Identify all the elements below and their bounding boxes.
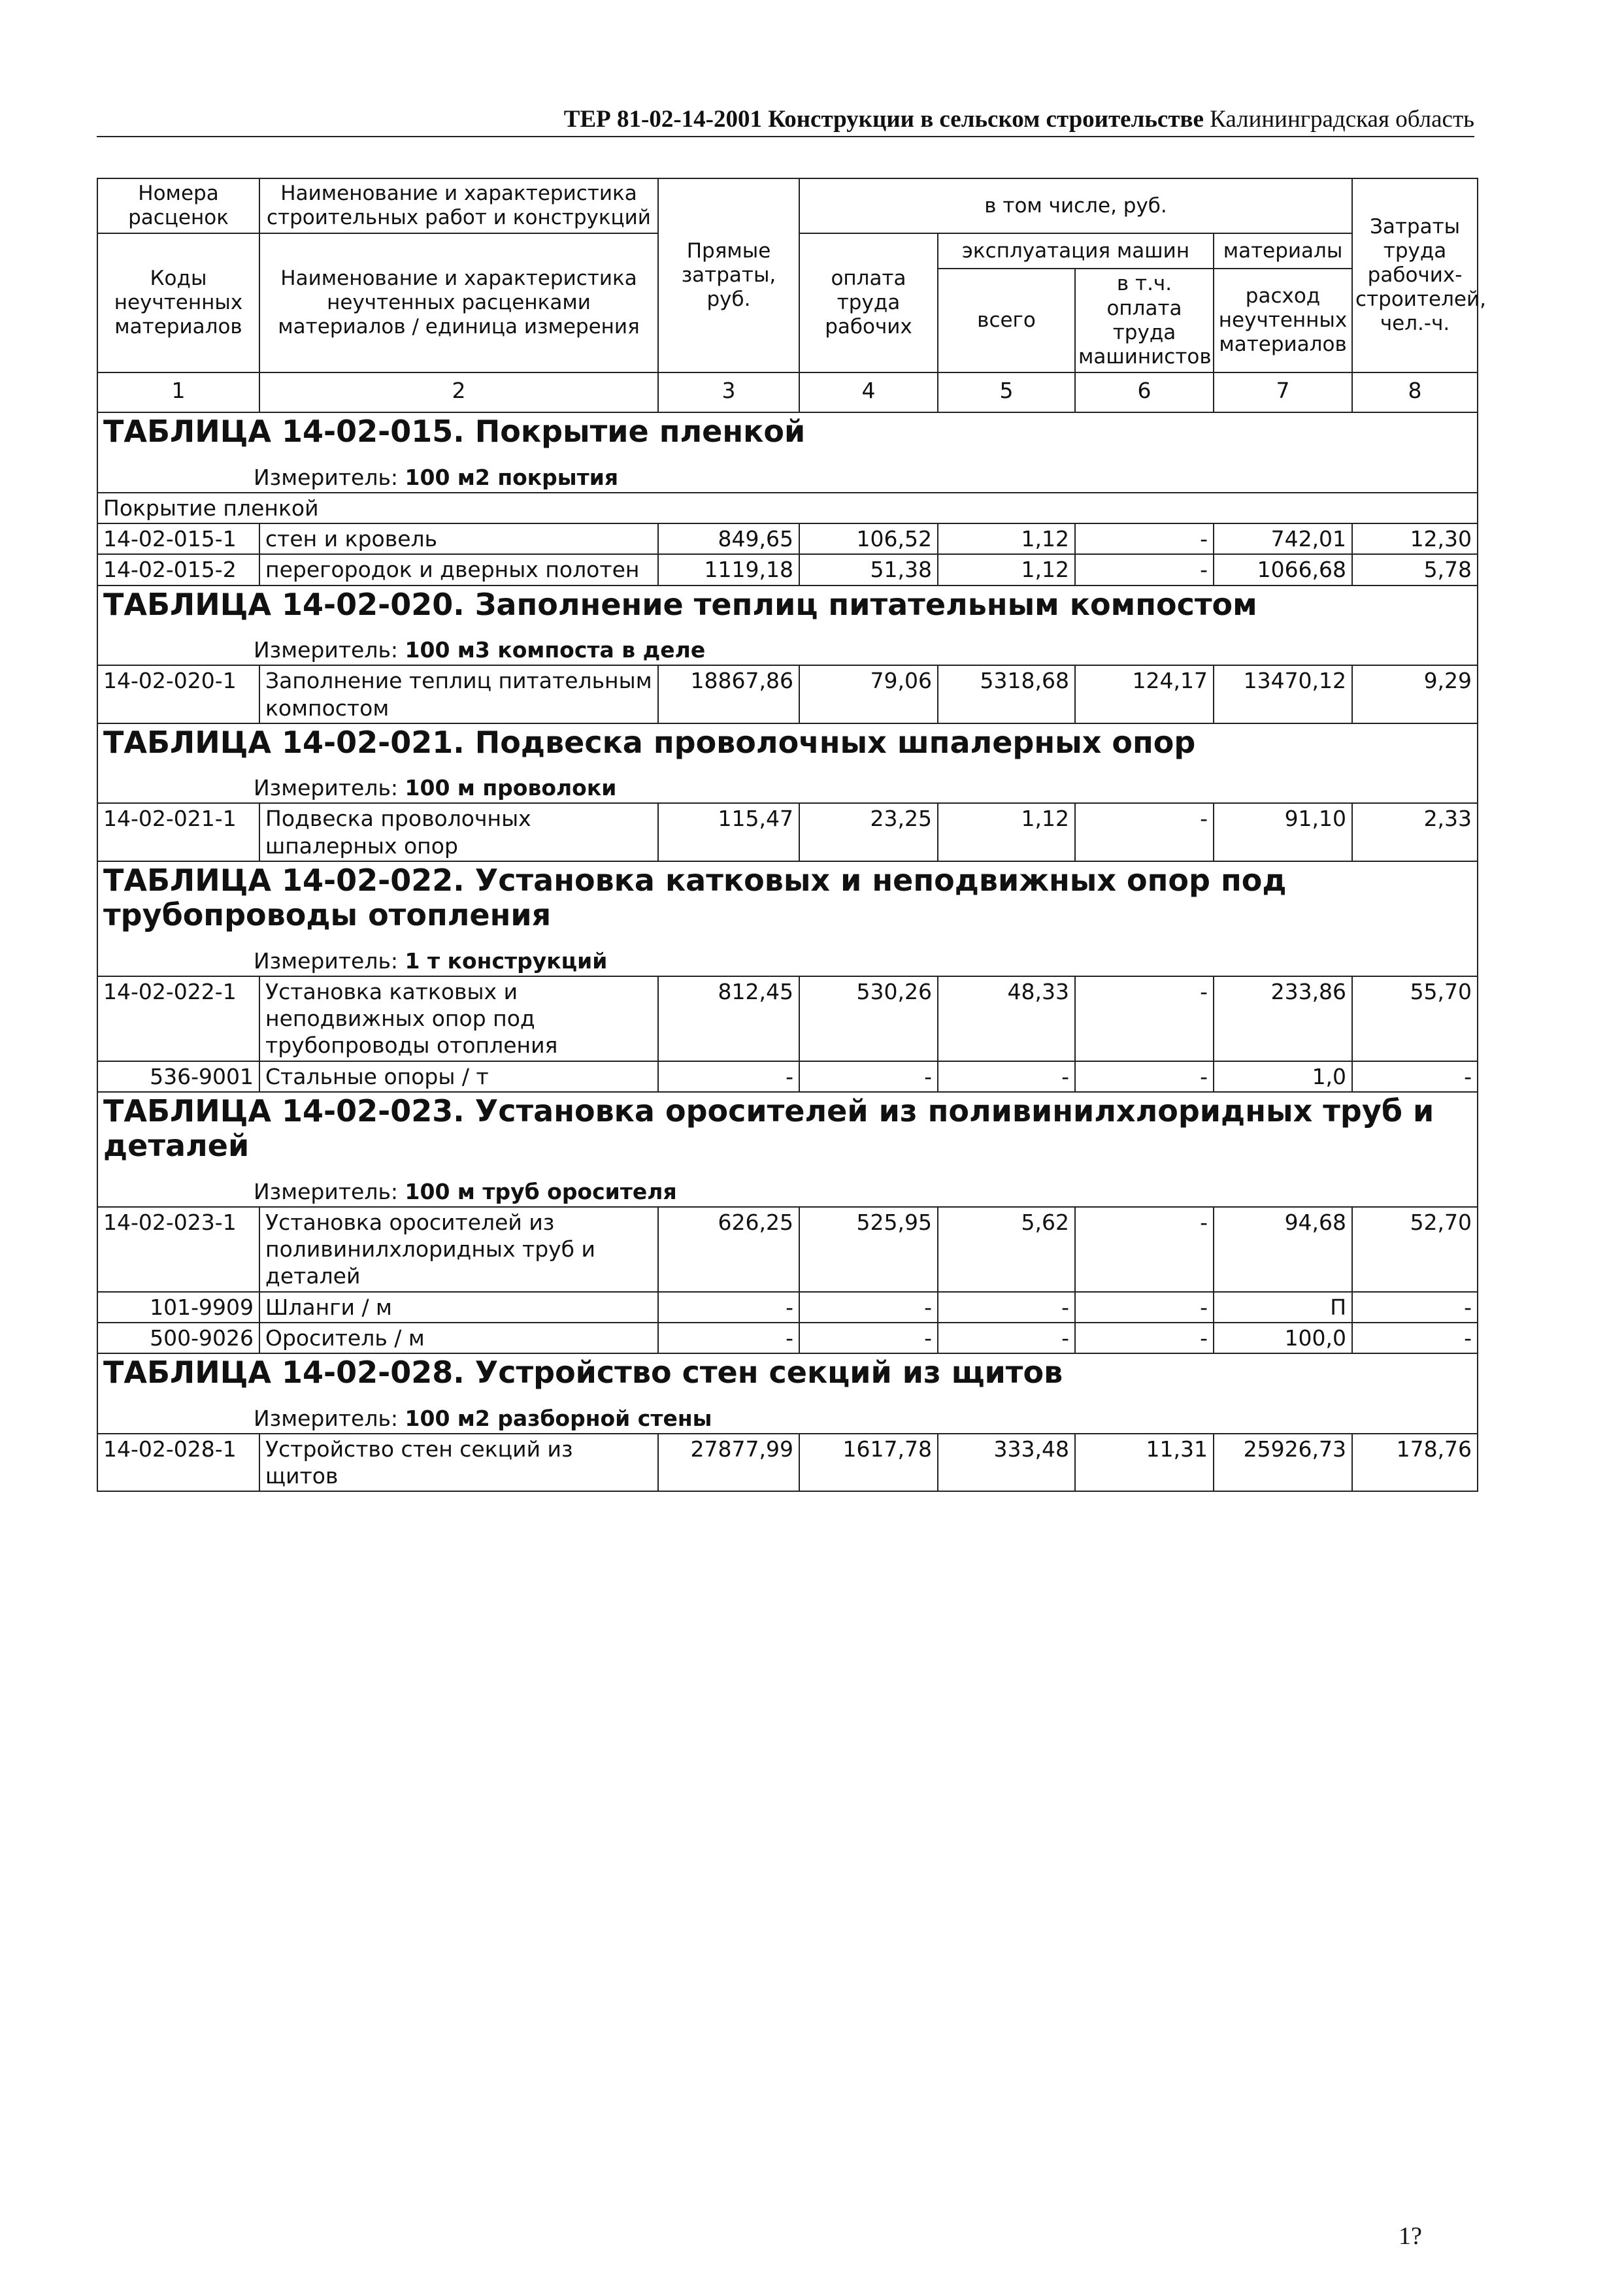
row-value-mat: 742,01 <box>1214 523 1352 554</box>
row-value-mat: 94,68 <box>1214 1207 1352 1292</box>
row-value-mat: П <box>1214 1292 1352 1323</box>
row-value-labor: - <box>1352 1323 1478 1353</box>
row-value-mat: 1066,68 <box>1214 554 1352 585</box>
row-value-wages: 79,06 <box>799 665 938 723</box>
row-value-direct: - <box>658 1061 799 1092</box>
page-header <box>97 103 1474 137</box>
col-machines-wages-header: в т.ч. оплата труда машинистов <box>1075 269 1214 372</box>
section-title: ТАБЛИЦА 14-02-020. Заполнение теплиц питательным компостом <box>103 586 1257 622</box>
row-value-labor: 9,29 <box>1352 665 1478 723</box>
section-title-row <box>97 723 1478 804</box>
row-value-wages: 525,95 <box>799 1207 938 1292</box>
col-labor-header: Затраты труда рабочих-строителей, чел.-ч. <box>1352 178 1478 372</box>
section-title: ТАБЛИЦА 14-02-022. Установка катковых и неподвижных опор под трубопроводы отопления <box>103 862 1287 933</box>
row-value-wages: - <box>799 1323 938 1353</box>
row-value-mach: 1,12 <box>938 554 1075 585</box>
section-title: ТАБЛИЦА 14-02-023. Установка оросителей из поливинилхлоридных труб и деталей <box>103 1093 1434 1164</box>
row-value-mach-wages: - <box>1075 803 1214 861</box>
document-region: Калининградская область <box>1210 106 1474 133</box>
column-number: 4 <box>799 372 938 412</box>
row-value-labor: 12,30 <box>1352 523 1478 554</box>
unit-label: Измеритель: <box>254 464 399 490</box>
section-title-cell <box>97 861 1478 976</box>
column-number: 2 <box>259 372 658 412</box>
table-row <box>97 803 1478 861</box>
row-value-mat: 91,10 <box>1214 803 1352 861</box>
table-row <box>97 523 1478 554</box>
row-value-direct: 626,25 <box>658 1207 799 1292</box>
table-row <box>97 1207 1478 1292</box>
section-unit <box>103 464 1472 491</box>
section-unit <box>103 1405 1472 1432</box>
table-row <box>97 1292 1478 1323</box>
table-row <box>97 665 1478 723</box>
section-title-cell <box>97 586 1478 666</box>
unit-value: 100 м труб оросителя <box>405 1178 677 1204</box>
row-value-direct: 18867,86 <box>658 665 799 723</box>
row-value-wages: 106,52 <box>799 523 938 554</box>
row-value-direct: - <box>658 1292 799 1323</box>
table-row <box>97 976 1478 1061</box>
row-name: Ороситель / м <box>259 1323 658 1353</box>
section-unit <box>103 948 1472 974</box>
column-numbers-row <box>97 372 1478 412</box>
row-name: Подвеска проволочных шпалерных опор <box>259 803 658 861</box>
row-value-mach-wages: - <box>1075 1292 1214 1323</box>
table-row <box>97 1434 1478 1492</box>
row-code: 14-02-015-1 <box>97 523 259 554</box>
section-title-cell <box>97 1092 1478 1207</box>
header-row-1 <box>97 178 1478 233</box>
unit-label: Измеритель: <box>254 948 399 974</box>
col-machines-total-header: всего <box>938 269 1075 372</box>
row-value-labor: 2,33 <box>1352 803 1478 861</box>
col-materials-usage-header: расход неучтенных материалов <box>1214 269 1352 372</box>
row-code: 500-9026 <box>97 1323 259 1353</box>
row-value-mach-wages: - <box>1075 1323 1214 1353</box>
row-value-mach: - <box>938 1292 1075 1323</box>
col-in-total-header: в том числе, руб. <box>799 178 1352 233</box>
section-title: ТАБЛИЦА 14-02-021. Подвеска проволочных шпалерных опор <box>103 724 1196 760</box>
row-value-labor: - <box>1352 1292 1478 1323</box>
col-material-codes-header: Коды неучтенных материалов <box>97 233 259 372</box>
row-value-mat: 25926,73 <box>1214 1434 1352 1492</box>
column-number: 5 <box>938 372 1075 412</box>
row-value-mat: 1,0 <box>1214 1061 1352 1092</box>
row-value-mach-wages: - <box>1075 976 1214 1061</box>
section-unit <box>103 774 1472 801</box>
section-title-row <box>97 1092 1478 1207</box>
row-name: Шланги / м <box>259 1292 658 1323</box>
col-wages-header: оплата труда рабочих <box>799 233 938 372</box>
row-value-mach: 5,62 <box>938 1207 1075 1292</box>
row-code: 14-02-021-1 <box>97 803 259 861</box>
row-value-wages: 530,26 <box>799 976 938 1061</box>
row-name: стен и кровель <box>259 523 658 554</box>
document-title: Конструкции в сельском строительстве <box>768 106 1204 133</box>
row-value-direct: 812,45 <box>658 976 799 1061</box>
column-number: 6 <box>1075 372 1214 412</box>
col-direct-costs-header: Прямые затраты, руб. <box>658 178 799 372</box>
row-name: Устройство стен секций из щитов <box>259 1434 658 1492</box>
row-value-mach: 48,33 <box>938 976 1075 1061</box>
section-subheading-row <box>97 493 1478 523</box>
row-value-mach-wages: 124,17 <box>1075 665 1214 723</box>
row-code: 14-02-028-1 <box>97 1434 259 1492</box>
row-code: 14-02-022-1 <box>97 976 259 1061</box>
col-work-name-header: Наименование и характеристика строительных работ и конструкций <box>259 178 658 233</box>
page-number: 1? <box>1399 2222 1422 2250</box>
table-row <box>97 1323 1478 1353</box>
section-title: ТАБЛИЦА 14-02-028. Устройство стен секций из щитов <box>103 1355 1063 1391</box>
section-title-cell <box>97 412 1478 493</box>
row-value-mach-wages: - <box>1075 523 1214 554</box>
rates-table <box>97 178 1486 1492</box>
row-value-direct: 1119,18 <box>658 554 799 585</box>
section-title-cell <box>97 1353 1478 1434</box>
row-value-labor: - <box>1352 1061 1478 1092</box>
row-value-mach: 5318,68 <box>938 665 1075 723</box>
row-value-direct: 27877,99 <box>658 1434 799 1492</box>
unit-value: 1 т конструкций <box>405 948 608 974</box>
row-value-mach: - <box>938 1323 1075 1353</box>
section-title-row <box>97 861 1478 976</box>
row-code: 536-9001 <box>97 1061 259 1092</box>
row-value-wages: - <box>799 1061 938 1092</box>
unit-label: Измеритель: <box>254 637 399 663</box>
row-value-labor: 5,78 <box>1352 554 1478 585</box>
row-value-wages: 1617,78 <box>799 1434 938 1492</box>
row-value-mat: 233,86 <box>1214 976 1352 1061</box>
row-value-mach-wages: 11,31 <box>1075 1434 1214 1492</box>
row-value-mach: 333,48 <box>938 1434 1075 1492</box>
row-value-mach-wages: - <box>1075 554 1214 585</box>
row-value-mat: 13470,12 <box>1214 665 1352 723</box>
section-title-row <box>97 1353 1478 1434</box>
row-code: 14-02-023-1 <box>97 1207 259 1292</box>
col-material-name-header: Наименование и характеристика неучтенных расценками материалов / единица измерения <box>259 233 658 372</box>
row-name: Стальные опоры / т <box>259 1061 658 1092</box>
column-number: 1 <box>97 372 259 412</box>
row-value-mach: 1,12 <box>938 523 1075 554</box>
unit-label: Измеритель: <box>254 1405 399 1431</box>
section-unit <box>103 1178 1472 1205</box>
row-value-mat: 100,0 <box>1214 1323 1352 1353</box>
row-code: 14-02-015-2 <box>97 554 259 585</box>
row-name: Установка оросителей из поливинилхлоридных труб и деталей <box>259 1207 658 1292</box>
table-row <box>97 554 1478 585</box>
section-title: ТАБЛИЦА 14-02-015. Покрытие пленкой <box>103 414 806 450</box>
row-value-wages: 23,25 <box>799 803 938 861</box>
table-row <box>97 1061 1478 1092</box>
row-name: перегородок и дверных полотен <box>259 554 658 585</box>
unit-value: 100 м проволоки <box>405 775 617 801</box>
row-name: Заполнение теплиц питательным компостом <box>259 665 658 723</box>
section-unit <box>103 636 1472 663</box>
column-number: 3 <box>658 372 799 412</box>
row-value-labor: 52,70 <box>1352 1207 1478 1292</box>
unit-value: 100 м3 компоста в деле <box>405 637 706 663</box>
section-title-row <box>97 586 1478 666</box>
column-number: 7 <box>1214 372 1352 412</box>
unit-value: 100 м2 разборной стены <box>405 1405 712 1431</box>
row-value-mach: 1,12 <box>938 803 1075 861</box>
col-rate-numbers-header: Номера расценок <box>97 178 259 233</box>
row-value-direct: - <box>658 1323 799 1353</box>
row-value-mach: - <box>938 1061 1075 1092</box>
unit-value: 100 м2 покрытия <box>405 464 619 490</box>
col-materials-header: материалы <box>1214 233 1352 269</box>
row-value-wages: - <box>799 1292 938 1323</box>
section-title-row <box>97 412 1478 493</box>
document-code: ТЕР 81-02-14-2001 <box>563 106 762 133</box>
row-code: 14-02-020-1 <box>97 665 259 723</box>
row-value-direct: 849,65 <box>658 523 799 554</box>
row-value-labor: 178,76 <box>1352 1434 1478 1492</box>
section-subheading: Покрытие пленкой <box>97 493 1478 523</box>
row-value-mach-wages: - <box>1075 1061 1214 1092</box>
row-name: Установка катковых и неподвижных опор под трубопроводы отопления <box>259 976 658 1061</box>
section-title-cell <box>97 723 1478 804</box>
unit-label: Измеритель: <box>254 775 399 801</box>
col-machines-header: эксплуатация машин <box>938 233 1214 269</box>
row-value-wages: 51,38 <box>799 554 938 585</box>
row-code: 101-9909 <box>97 1292 259 1323</box>
unit-label: Измеритель: <box>254 1178 399 1204</box>
row-value-mach-wages: - <box>1075 1207 1214 1292</box>
column-number: 8 <box>1352 372 1478 412</box>
row-value-labor: 55,70 <box>1352 976 1478 1061</box>
row-value-direct: 115,47 <box>658 803 799 861</box>
